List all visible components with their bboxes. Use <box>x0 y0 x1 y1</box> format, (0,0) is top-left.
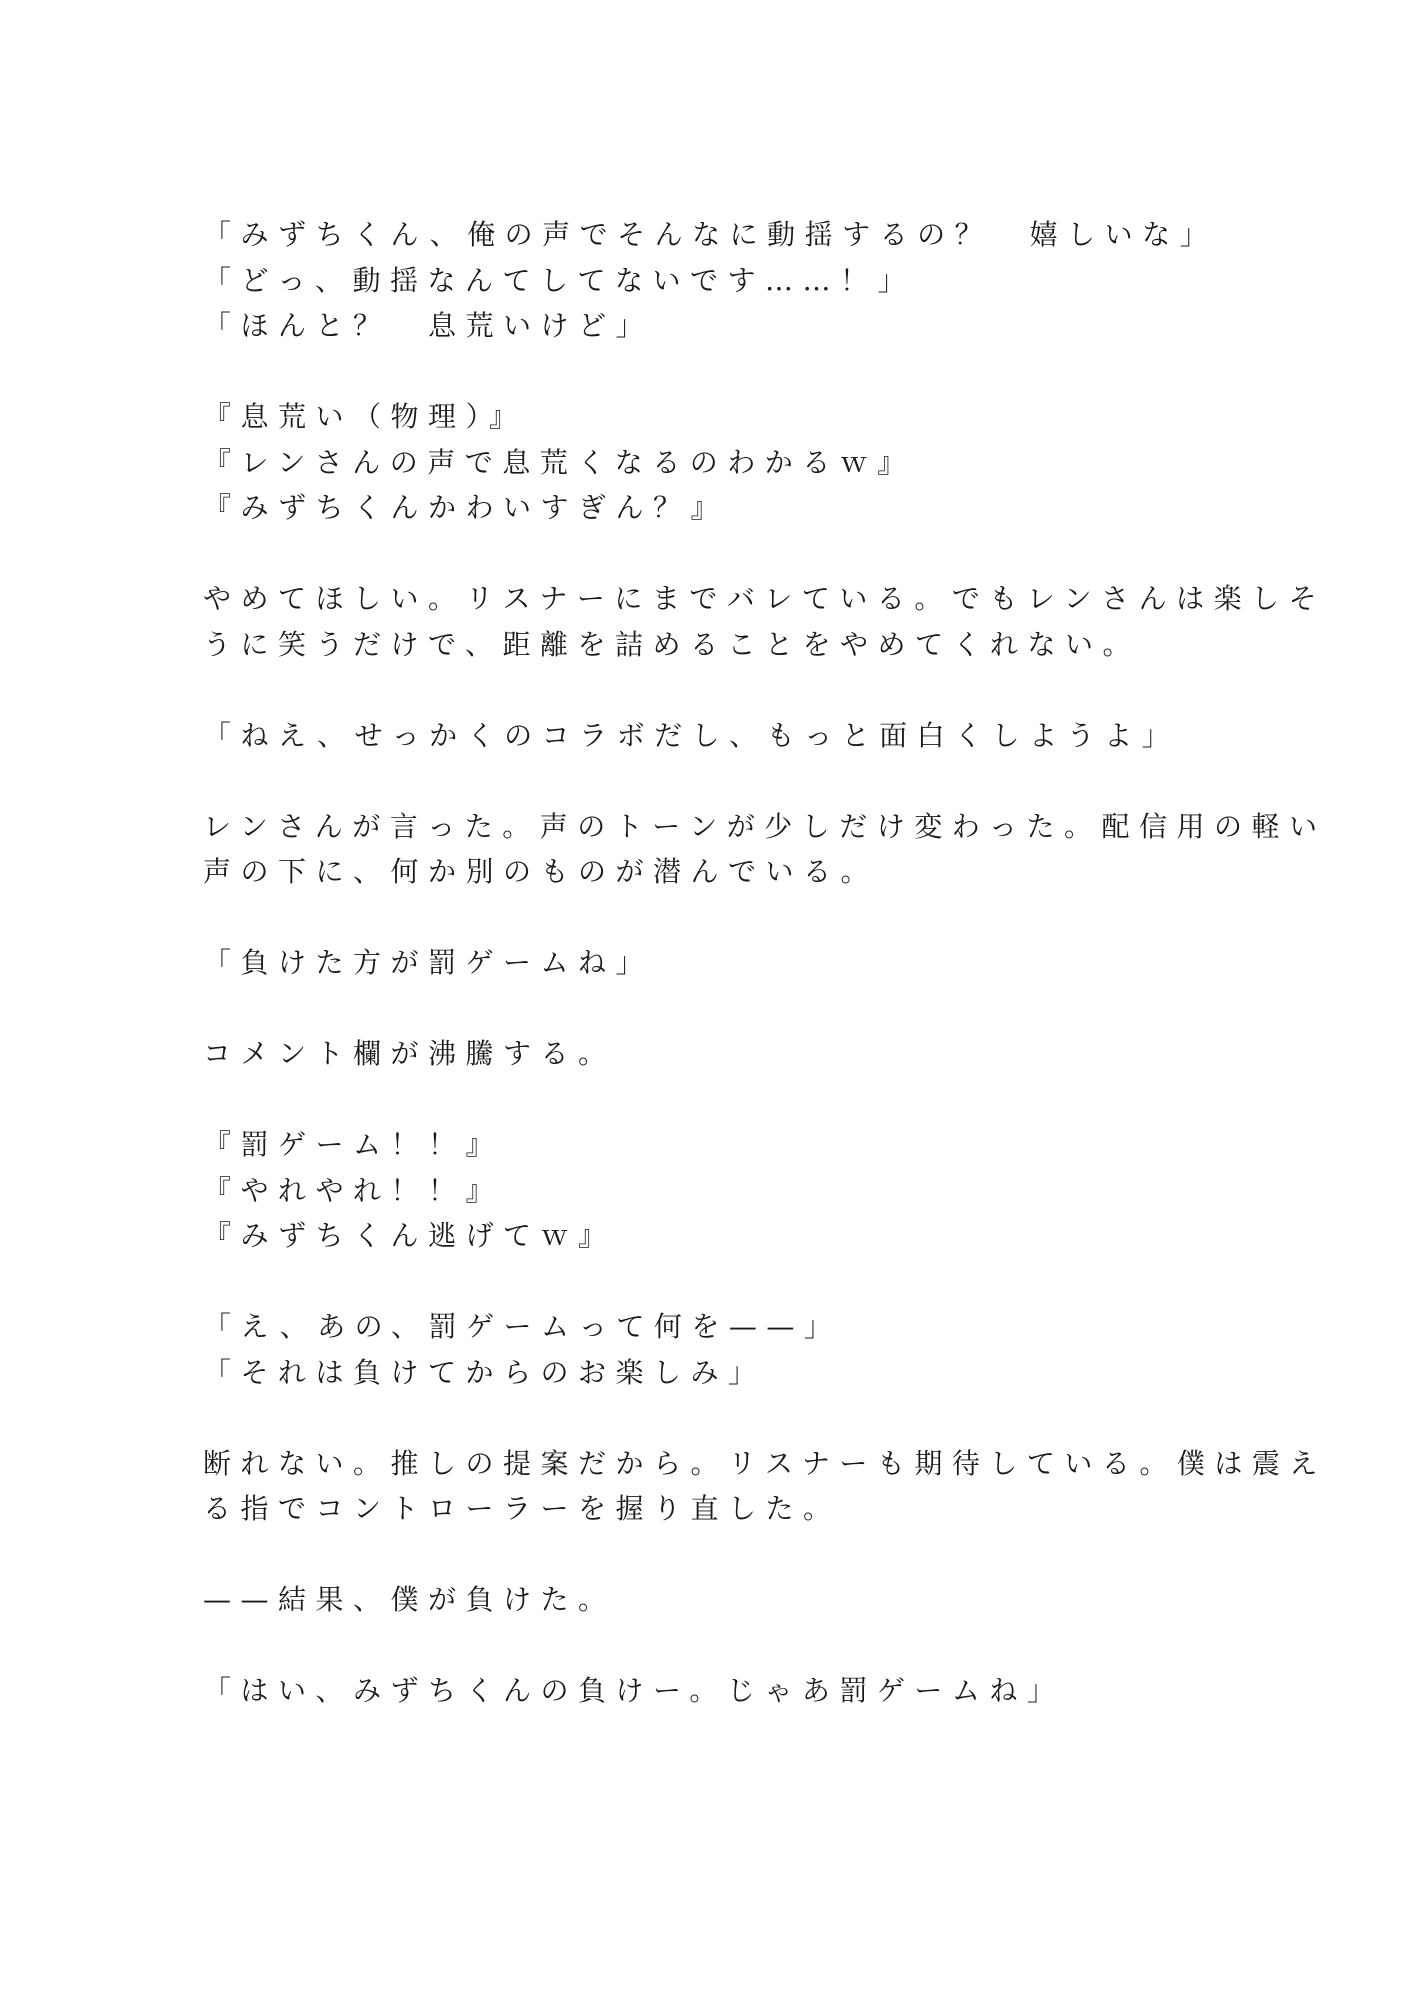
text-line: 「それは負けてからのお楽しみ」 <box>203 1355 766 1389</box>
paragraph <box>203 212 1218 349</box>
paragraph <box>203 394 1213 531</box>
paragraph <box>203 1031 1213 1077</box>
paragraph <box>203 1577 1213 1623</box>
paragraph-gap <box>203 667 1213 713</box>
paragraph-gap <box>203 986 1213 1032</box>
paragraph <box>203 1668 1213 1714</box>
text-line: コメント欄が沸騰する。 <box>203 1037 616 1070</box>
text-line: 声の下に、何か別のものが潜んでいる。 <box>203 855 879 888</box>
text-line: 『やれやれ！！』 <box>203 1173 504 1207</box>
paragraph-gap <box>203 349 1213 395</box>
text-line: うに笑うだけで、距離を詰めることをやめてくれない。 <box>203 627 1140 661</box>
text-line: 『みずちくんかわいすぎん？』 <box>203 491 729 524</box>
paragraph <box>203 804 1327 895</box>
paragraph-gap <box>203 758 1213 804</box>
paragraph-gap <box>203 1259 1213 1305</box>
paragraph <box>203 1122 1213 1259</box>
paragraph-gap <box>203 531 1213 577</box>
text-line: やめてほしい。リスナーにまでバレている。でもレンさんは楽しそ <box>203 582 1327 615</box>
text-line: 『罰ゲーム！！』 <box>203 1128 504 1161</box>
text-line: 『息荒い（物理）』 <box>203 400 527 433</box>
paragraph-gap <box>203 1077 1213 1123</box>
text-line: 『レンさんの声で息荒くなるのわかるｗ』 <box>203 445 915 479</box>
text-line: 「どっ、動揺なんてしてないです……！」 <box>203 263 915 297</box>
text-line: 「はい、みずちくんの負けー。じゃあ罰ゲームね」 <box>203 1674 1065 1707</box>
text-line: 断れない。推しの提案だから。リスナーも期待している。僕は震え <box>203 1446 1327 1480</box>
text-line: 「みずちくん、俺の声でそんなに動揺するの？ 嬉しいな」 <box>203 218 1218 251</box>
text-line: 「ねえ、せっかくのコラボだし、もっと面白くしようよ」 <box>203 718 1180 752</box>
paragraph <box>203 1441 1327 1532</box>
text-line: ——結果、僕が負けた。 <box>203 1583 616 1616</box>
text-line: 『みずちくん逃げてｗ』 <box>203 1219 616 1252</box>
paragraph-gap <box>203 895 1213 941</box>
paragraph <box>203 940 1213 986</box>
text-line: 「負けた方が罰ゲームね」 <box>203 946 654 979</box>
text-line: る指でコントローラーを握り直した。 <box>203 1492 841 1525</box>
paragraph-gap <box>203 1623 1213 1669</box>
text-line: 「ほんと？ 息荒いけど」 <box>203 309 654 342</box>
paragraph-gap <box>203 1395 1213 1441</box>
paragraph <box>203 713 1213 759</box>
text-line: 「え、あの、罰ゲームって何を——」 <box>203 1310 842 1343</box>
text-line: レンさんが言った。声のトーンが少しだけ変わった。配信用の軽い <box>203 809 1327 843</box>
paragraph <box>203 1304 1213 1395</box>
paragraph <box>203 576 1327 667</box>
document-body <box>203 212 1327 1714</box>
paragraph-gap <box>203 1532 1213 1578</box>
